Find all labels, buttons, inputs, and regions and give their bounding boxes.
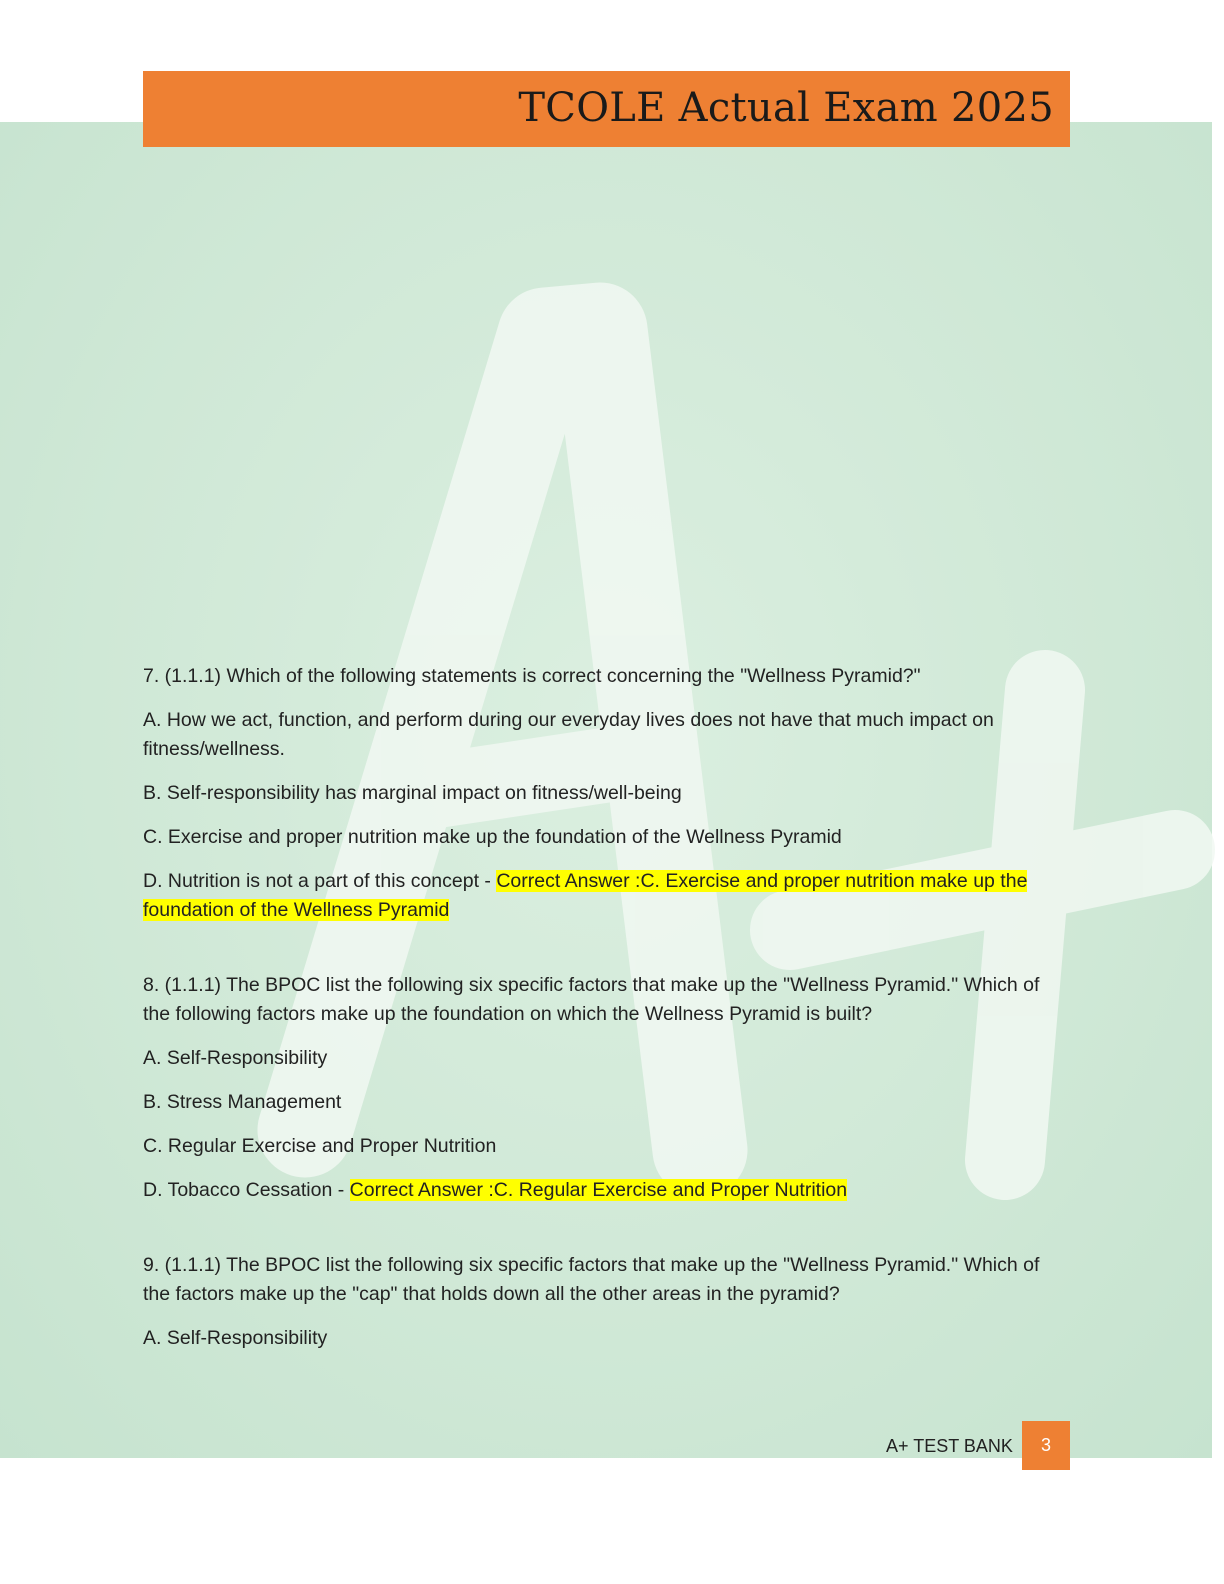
question-8	[143, 971, 1063, 1205]
question-stem: 7. (1.1.1) Which of the following statements is correct concerning the "Wellness Pyramid?"	[143, 665, 921, 687]
question-7	[143, 662, 1063, 925]
page-number: 3	[1022, 1421, 1070, 1470]
question-9	[143, 1251, 1063, 1353]
option-b: B. Self-responsibility has marginal impact on fitness/well-being	[143, 782, 682, 804]
question-stem: 9. (1.1.1) The BPOC list the following six specific factors that make up the "Wellness Pyramid." Which of the factors make up the "cap" that holds down all the other areas in the pyramid?	[143, 1254, 1040, 1305]
correct-answer-highlight: Correct Answer :C. Exercise and proper nutrition make up the foundation of the Wellness Pyramid	[143, 870, 1028, 921]
option-a: A. Self-Responsibility	[143, 1047, 328, 1069]
header-bar	[143, 71, 1070, 147]
option-a: A. How we act, function, and perform during our everyday lives does not have that much impact on fitness/wellness.	[143, 709, 994, 760]
option-d-text: D. Nutrition is not a part of this concept -	[143, 870, 497, 892]
document-title: TCOLE Actual Exam 2025	[518, 85, 1054, 131]
option-d	[143, 867, 1063, 925]
correct-answer-highlight: Correct Answer :C. Regular Exercise and Proper Nutrition	[349, 1179, 848, 1201]
option-d-text: D. Tobacco Cessation -	[143, 1179, 350, 1201]
question-list	[143, 662, 1063, 1368]
option-d	[143, 1176, 1063, 1205]
question-stem: 8. (1.1.1) The BPOC list the following six specific factors that make up the "Wellness Pyramid." Which of the following factors make up the foundation on which the Wellness Pyramid is built?	[143, 974, 1040, 1025]
option-b: B. Stress Management	[143, 1091, 342, 1113]
option-c: C. Exercise and proper nutrition make up the foundation of the Wellness Pyramid	[143, 826, 842, 848]
footer-label: A+ TEST BANK	[886, 1436, 1013, 1456]
option-a: A. Self-Responsibility	[143, 1327, 328, 1349]
option-c: C. Regular Exercise and Proper Nutrition	[143, 1135, 497, 1157]
